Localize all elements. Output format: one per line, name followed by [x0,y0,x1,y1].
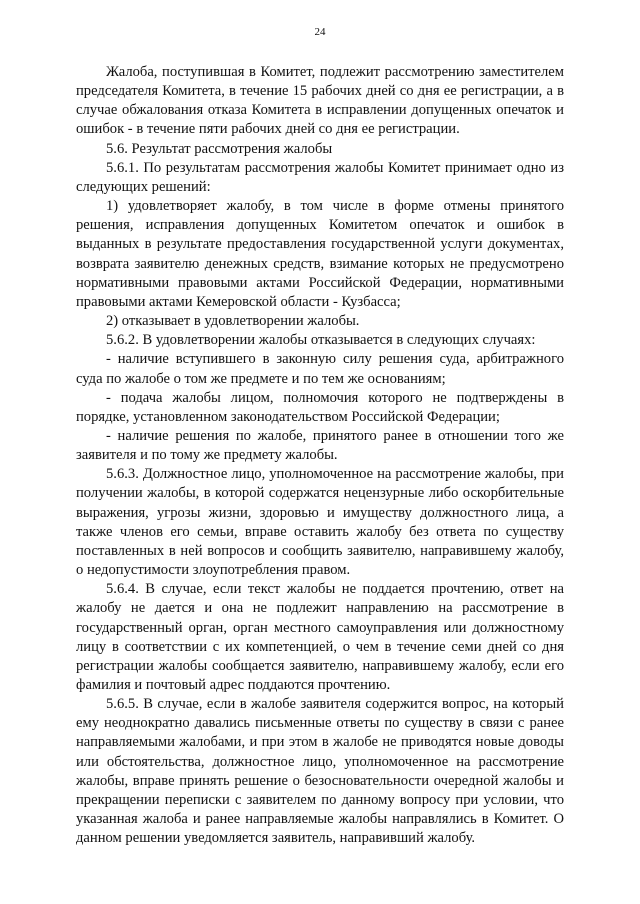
paragraph-decision-2: 2) отказывает в удовлетворении жалобы. [106,313,360,330]
document-body [76,63,564,848]
paragraph-refusal-previous: - наличие решения по жалобе, принятого ранее в отношении того же заявителя и по тому же предмету жалобы. [76,427,564,464]
paragraph-5-6-4: 5.6.4. В случае, если текст жалобы не поддается прочтению, ответ на жалобу не дается и она не подлежит направлению на рассмотрение в государственный орган, орган местного самоуправления или должностному лицу в соответствии с их компетенцией, о чем в течение семи дней со дня регистрации жалобы сообщается заявителю, направившему жалобу, если его фамилия и почтовый адрес поддаются прочтению. [76,581,564,693]
paragraph-5-6-5: 5.6.5. В случае, если в жалобе заявителя содержится вопрос, на который ему неоднократно давались письменные ответы по существу в связи с ранее направляемыми жалобами, и при этом в жалобе не приводятся новые доводы или обстоятельства, должностное лицо, уполномоченное на рассмотрение жалобы, вправе принять решение о безосновательности очередной жалобы и прекращении переписки с заявителем по данному вопросу при условии, что указанная жалоба и ранее направляемые жалобы направлялись в Комитет. О данном решении уведомляется заявитель, направивший жалобу. [76,696,564,847]
page-number: 24 [314,26,326,38]
paragraph-5-6-2: 5.6.2. В удовлетворении жалобы отказывается в следующих случаях: [106,332,536,349]
paragraph-refusal-authority: - подача жалобы лицом, полномочия которого не подтверждены в порядке, установленном законодательством Российской Федерации; [76,389,564,425]
paragraph-decision-1: 1) удовлетворяет жалобу, в том числе в форме отмены принятого решения, исправления допущенных Комитетом опечаток и ошибок в выданных в результате предоставления государственной услуги документах, возврата заявителю денежных средств, взимание которых не предусмотрено нормативными правовыми актами Российской Федерации, нормативными правовыми актами Кемеровской области - Кузбасса; [76,198,564,310]
section-heading-5-6: 5.6. Результат рассмотрения жалобы [106,140,333,157]
paragraph-refusal-court: - наличие вступившего в законную силу решения суда, арбитражного суда по жалобе о том же предмете и по тем же основаниям; [76,351,564,387]
paragraph-complaint-deadline: Жалоба, поступившая в Комитет, подлежит рассмотрению заместителем председателя Комитета, в течение 15 рабочих дней со дня ее регистрации, а в случае обжалования отказа Комитета в исправлении допущенных опечаток и ошибок - в течение пяти рабочих дней со дня ее регистрации. [76,64,564,138]
paragraph-5-6-3: 5.6.3. Должностное лицо, уполномоченное на рассмотрение жалобы, при получении жалобы, в которой содержатся нецензурные либо оскорбительные выражения, угрозы жизни, здоровью и имуществу должностного лица, а также членов его семьи, вправе оставить жалобу без ответа по существу поставленных в ней вопросов и сообщить заявителю, направившему жалобу, о недопустимости злоупотребления правом. [76,466,564,579]
paragraph-5-6-1: 5.6.1. По результатам рассмотрения жалобы Комитет принимает одно из следующих решений: [76,159,564,195]
